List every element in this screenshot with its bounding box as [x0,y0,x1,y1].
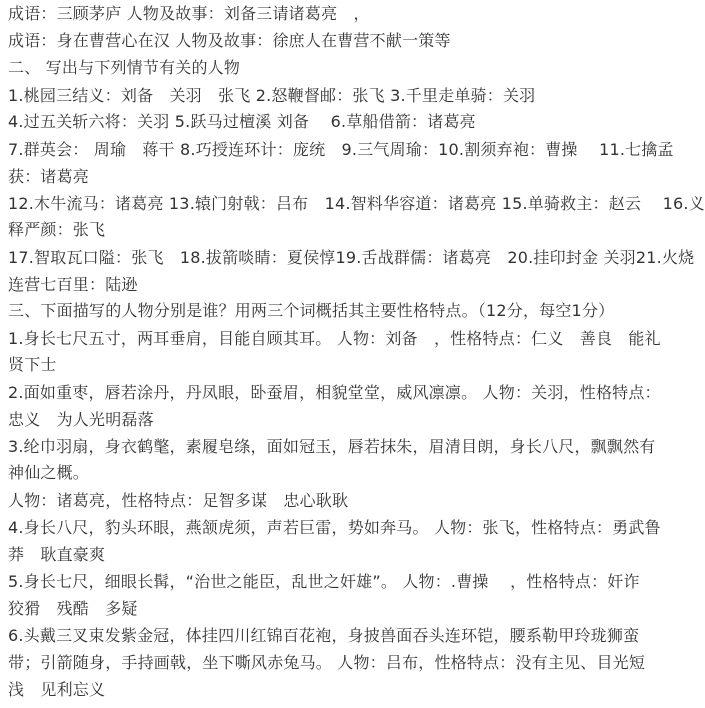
text-line-15: 2.面如重枣，唇若涂丹，丹凤眼，卧蚕眉，相貌堂堂，威风凛凛。 人物：关羽，性格特点： [8,383,661,402]
text-line-25: 带；引箭随身，手持画戟，坐下嘶风赤兔马。 人物：吕布，性格特点：没有主见、目光短 [8,653,646,672]
text-line-20: 4.身长八尺，豹头环眼，燕颔虎须，声若巨雷，势如奔马。 人物：张飞，性格特点：勇武鲁 [8,518,661,537]
text-line-22: 5.身长七尺，细眼长髯，“治世之能臣，乱世之奸雄”。 人物：.曹操 ，性格特点：奸诈 [8,572,640,591]
text-line-10: 17.智取瓦口隘：张飞 18.拔箭啖睛：夏侯惇19.舌战群儒：诸葛亮 20.挂印封金 关羽21.火烧 [8,248,695,267]
text-line-5: 4.过五关斩六将：关羽 5.跃马过檀溪 刘备 6.草船借箭：诸葛亮 [8,112,476,131]
text-line-17: 3.纶巾羽扇，身衣鹤氅，素履皂绦，面如冠玉，唇若抹朱，眉清目朗，身长八尺，飘飘然有 [8,437,656,456]
section-heading-3: 三、下面描写的人物分别是谁？用两三个词概括其主要性格特点。（12分，每空1分） [8,301,615,320]
text-line-16: 忠义 为人光明磊落 [8,410,154,429]
text-line-13: 1.身长七尺五寸，两耳垂肩，目能自顾其耳。 人物：刘备 ，性格特点：仁义 善良 能礼 [8,329,661,348]
section-heading-2: 二、 写出与下列情节有关的人物 [8,58,241,77]
text-line-4: 1.桃园三结义：刘备 关羽 张飞 2.怒鞭督邮：张飞 3.千里走单骑：关羽 [8,86,536,105]
text-line-14: 贤下士 [8,355,57,374]
text-line-21: 莽 耿直豪爽 [8,545,106,564]
text-line-7: 获：诸葛亮 [8,167,90,186]
text-line-6: 7.群英会： 周瑜 蒋干 8.巧授连环计：庞统 9.三气周瑜：10.割须弃袍：曹操 11.七擒孟 [8,140,674,159]
text-line-19: 人物：诸葛亮，性格特点：足智多谋 忠心耿耿 [8,491,349,510]
text-line-8: 12.木牛流马：诸葛亮 13.辕门射戟：吕布 14.智料华容道：诸葛亮 15.单骑救主：赵云 16.义 [8,194,705,213]
text-line-2: 成语：身在曹营心在汉 人物及故事：徐庶人在曹营不献一策等 [8,31,451,50]
text-line-18: 神仙之概。 [8,463,90,482]
text-line-26: 浅 见利忘义 [8,680,106,699]
text-line-1: 成语：三顾茅庐 人物及故事：刘备三请诸葛亮 ， [8,4,370,23]
text-line-9: 释严颜：张飞 [8,220,106,239]
text-line-24: 6.头戴三叉束发紫金冠，体挂四川红锦百花袍，身披兽面吞头连环铠，腰系勒甲玲珑狮蛮 [8,626,640,645]
text-line-23: 狡猾 残酷 多疑 [8,599,138,618]
text-line-11: 连营七百里：陆逊 [8,275,138,294]
